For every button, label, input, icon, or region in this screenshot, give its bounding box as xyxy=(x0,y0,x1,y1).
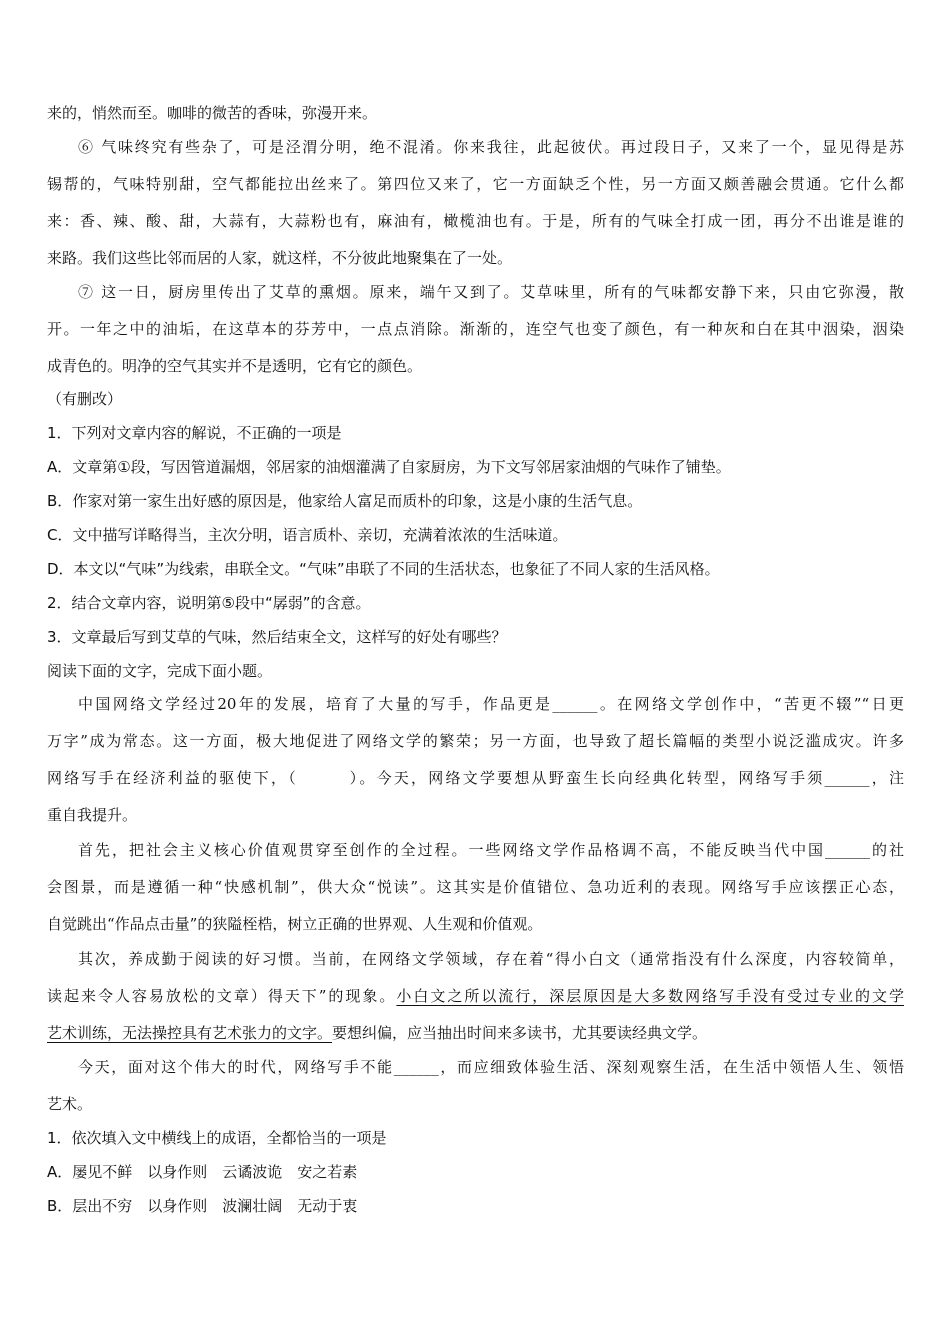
passage2-line xyxy=(47,986,904,1006)
question-3: 3．文章最后写到艾草的气味，然后结束全文，这样写的好处有哪些？ xyxy=(47,628,507,646)
passage1-line: ⑥ 气味终究有些杂了，可是泾渭分明，绝不混淆。你来我往，此起彼伏。再过段日子，又来了一个，显见得是苏 xyxy=(78,138,904,156)
passage2-line: 其次，养成勤于阅读的好习惯。当前，在网络文学领域，存在着“得小白文（通常指没有什么深度，内容较简单， xyxy=(78,950,904,968)
question-2: 2．结合文章内容，说明第⑤段中“孱弱”的含意。 xyxy=(47,594,371,612)
underlined-sentence: 艺术训练，无法操控具有艺术张力的文字。 xyxy=(47,1024,333,1042)
passage2-line: 网络写手在经济利益的驱使下，（ ）。今天，网络文学要想从野蛮生长向经典化转型，网络写手须______，注 xyxy=(47,769,904,787)
revision-note: （有删改） xyxy=(47,390,123,408)
option-a: A．屡见不鲜 以身作则 云谲波诡 安之若素 xyxy=(47,1163,358,1181)
passage2-line: 今天，面对这个伟大的时代，网络写手不能______，而应细致体验生活、深刻观察生活，在生活中领悟人生、领悟 xyxy=(78,1058,904,1076)
passage1-line: 开。一年之中的油垢，在这草本的芬芳中，一点点消除。渐渐的，连空气也变了颜色，有一种灰和白在其中洇染，洇染 xyxy=(47,320,904,338)
option-b: B．作家对第一家生出好感的原因是，他家给人富足而质朴的印象，这是小康的生活气息。 xyxy=(47,492,643,510)
option-a: A．文章第①段，写因管道漏烟，邻居家的油烟灌满了自家厨房，为下文写邻居家油烟的气味作了铺垫。 xyxy=(47,458,731,476)
passage2-line xyxy=(47,1023,904,1043)
plain-text: 读起来令人容易放松的文章）得天下”的现象。 xyxy=(47,987,397,1005)
underlined-sentence: 小白文之所以流行，深层原因是大多数网络写手没有受过专业的文学 xyxy=(396,987,904,1005)
plain-text: 要想纠偏，应当抽出时间来多读书，尤其要读经典文学。 xyxy=(332,1024,708,1042)
passage2-line: 万字”成为常态。这一方面，极大地促进了网络文学的繁荣；另一方面，也导致了超长篇幅的类型小说泛滥成灾。许多 xyxy=(47,732,904,750)
option-b: B．层出不穷 以身作则 波澜壮阔 无动于衷 xyxy=(47,1197,358,1215)
question-1: 1．依次填入文中横线上的成语，全都恰当的一项是 xyxy=(47,1129,387,1147)
passage1-line: 来路。我们这些比邻而居的人家，就这样，不分彼此地聚集在了一处。 xyxy=(47,249,513,267)
passage1-line: ⑦ 这一日，厨房里传出了艾草的熏烟。原来，端午又到了。艾草味里，所有的气味都安静下来，只由它弥漫，散 xyxy=(78,283,904,301)
passage1-line: 锡帮的，气味特别甜，空气都能拉出丝来了。第四位又来了，它一方面缺乏个性，另一方面又颇善融会贯通。它什么都 xyxy=(47,175,904,193)
passage2-line: 中国网络文学经过20年的发展，培育了大量的写手，作品更是______。在网络文学创作中，“苦更不辍”“日更 xyxy=(78,695,904,713)
option-d: D．本文以“气味”为线索，串联全文。“气味”串联了不同的生活状态，也象征了不同人家的生活风格。 xyxy=(47,560,720,578)
passage1-line: 来的，悄然而至。咖啡的微苦的香味，弥漫开来。 xyxy=(47,104,378,122)
question-1: 1．下列对文章内容的解说，不正确的一项是 xyxy=(47,424,342,442)
passage2-line: 首先，把社会主义核心价值观贯穿至创作的全过程。一些网络文学作品格调不高，不能反映当代中国______的社 xyxy=(78,841,904,859)
passage1-line: 成青色的。明净的空气其实并不是透明，它有它的颜色。 xyxy=(47,357,423,375)
passage2-line: 艺术。 xyxy=(47,1095,93,1113)
passage2-line: 自觉跳出“作品点击量”的狭隘桎梏，树立正确的世界观、人生观和价值观。 xyxy=(47,915,543,933)
reading-instruction: 阅读下面的文字，完成下面小题。 xyxy=(47,662,273,680)
passage2-line: 重自我提升。 xyxy=(47,806,138,824)
passage1-line: 来：香、辣、酸、甜，大蒜有，大蒜粉也有，麻油有，橄榄油也有。于是，所有的气味全打成一团，再分不出谁是谁的 xyxy=(47,212,904,230)
passage2-line: 会图景，而是遵循一种“快感机制”，供大众“悦读”。这其实是价值错位、急功近利的表现。网络写手应该摆正心态， xyxy=(47,878,904,896)
option-c: C．文中描写详略得当，主次分明，语言质朴、亲切，充满着浓浓的生活味道。 xyxy=(47,526,568,544)
